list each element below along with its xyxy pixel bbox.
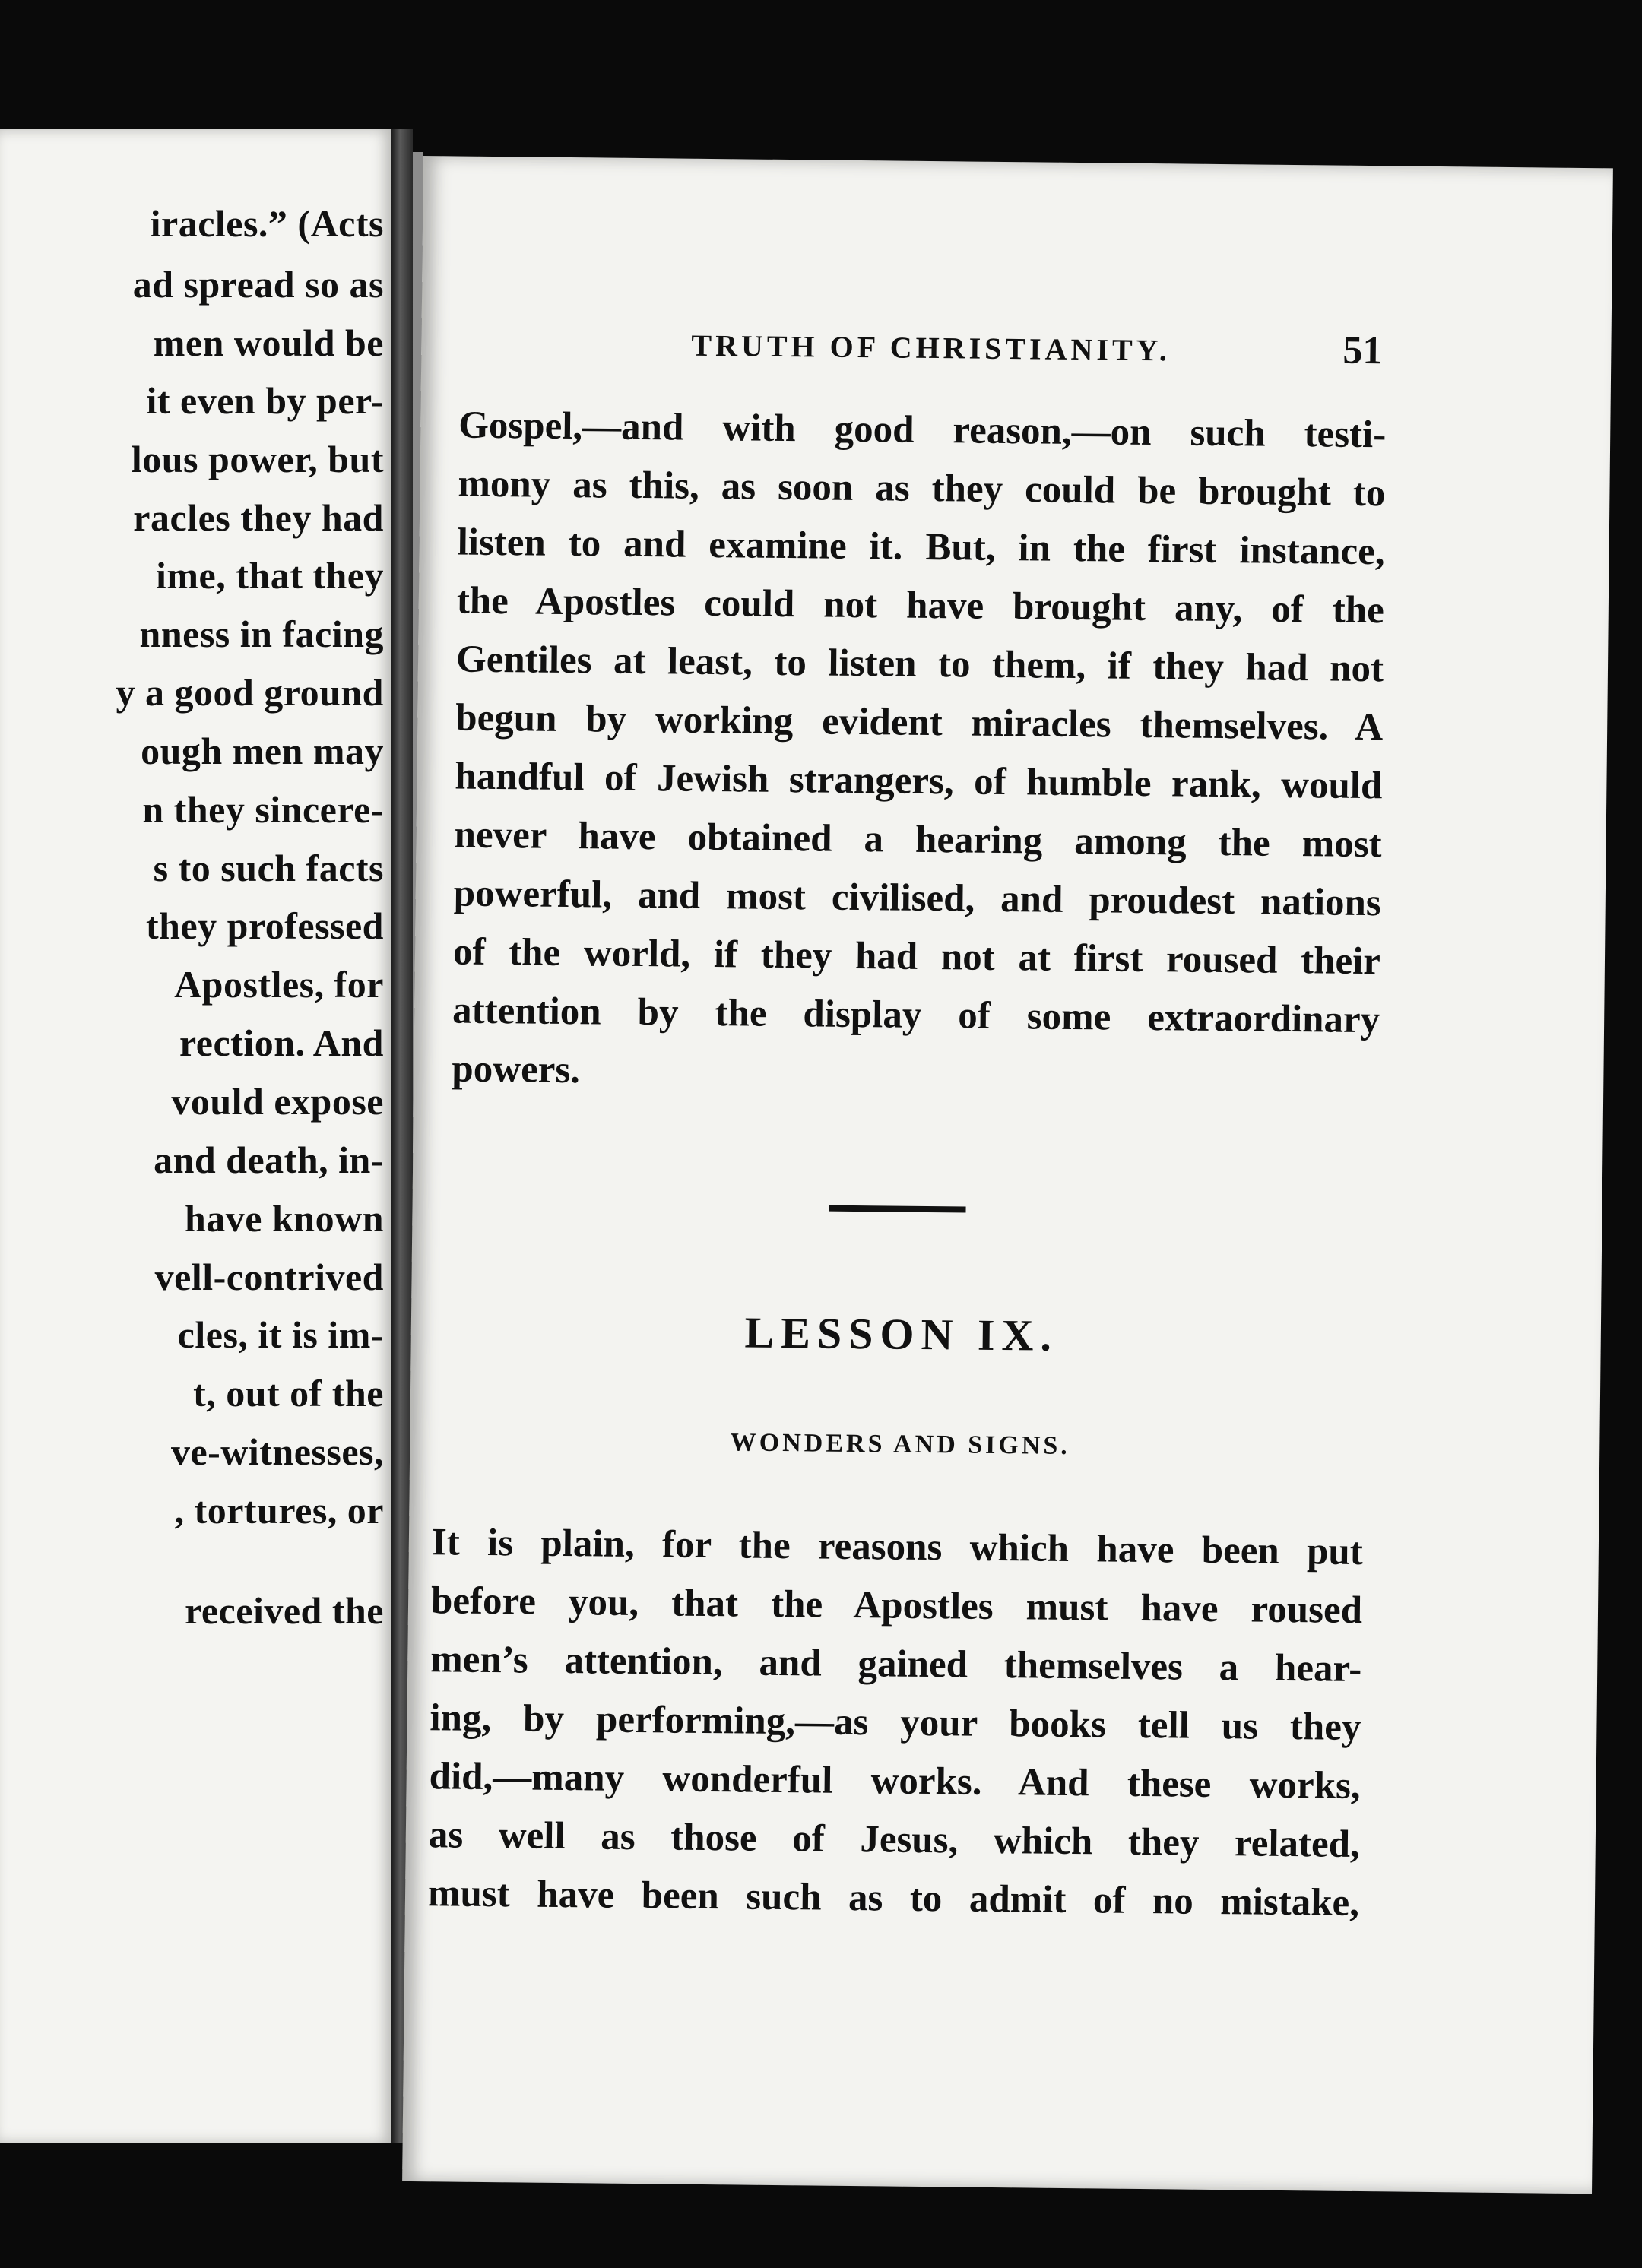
paragraph-2-line: must have been such as to admit of no mistake, [427, 1872, 1360, 1925]
paragraph-2-line: before you, that the Apostles must have roused [430, 1579, 1363, 1633]
lesson-title: LESSON IX. [744, 1307, 1059, 1360]
left-page-line: cles, it is im- [177, 1313, 384, 1356]
left-page-line: lous power, but [131, 438, 384, 480]
paragraph-1-line: of the world, if they had not at first roused their [452, 930, 1381, 984]
paragraph-1-line: attention by the display of some extraordinary [452, 989, 1380, 1042]
left-page-line: vould expose [171, 1080, 384, 1123]
left-page-line: racles they had [133, 496, 384, 539]
left-page [0, 129, 391, 2143]
paragraph-1-line: powerful, and most civilised, and proudest nations [453, 872, 1382, 925]
left-page-line: it even by per- [146, 379, 384, 422]
left-page-line: ve-witnesses, [170, 1430, 384, 1473]
paragraph-1-line: the Apostles could not have brought any, of the [456, 579, 1385, 632]
left-page-line: iracles.” (Acts [150, 202, 384, 245]
paragraph-2-line: as well as those of Jesus, which they related, [428, 1813, 1361, 1867]
left-page-line: t, out of the [193, 1372, 384, 1414]
section-rule [829, 1205, 965, 1213]
left-page-line: they professed [145, 904, 384, 947]
left-page-line: vell-contrived [154, 1256, 384, 1298]
paragraph-1-line: handful of Jewish strangers, of humble rank, would [455, 755, 1383, 808]
left-page-line: y a good ground [116, 671, 384, 714]
paragraph-2-line: did,—many wonderful works. And these works, [429, 1755, 1361, 1808]
paragraph-2-line: ing, by performing,—as your books tell us they [430, 1696, 1361, 1750]
left-page-line: n they sincere- [142, 788, 384, 831]
left-page-line: ough men may [141, 730, 384, 772]
running-head: TRUTH OF CHRISTIANITY. [691, 328, 1171, 368]
left-page-line: men would be [153, 322, 384, 364]
left-page-line: ime, that they [156, 554, 384, 597]
left-page-line: ad spread so as [132, 263, 384, 306]
left-page-line: s to such facts [153, 847, 384, 889]
page-number: 51 [1342, 328, 1383, 373]
paragraph-1-line: powers. [452, 1047, 581, 1092]
left-page-line: , tortures, or [174, 1489, 384, 1532]
left-page-line: nness in facing [139, 613, 384, 655]
paragraph-2-line: It is plain, for the reasons which have been put [431, 1521, 1364, 1574]
paragraph-1-line: begun by working evident miracles themselves. A [455, 696, 1384, 749]
right-page [402, 156, 1613, 2194]
lesson-subtitle: WONDERS AND SIGNS. [730, 1428, 1070, 1461]
left-page-line: and death, in- [154, 1139, 384, 1181]
left-page-line: received the [185, 1589, 384, 1632]
left-page-line: Apostles, for [174, 963, 384, 1006]
paragraph-1-line: Gentiles at least, to listen to them, if they had not [455, 638, 1384, 691]
paragraph-1-line: mony as this, as soon as they could be brought to [458, 462, 1386, 515]
paragraph-1-line: Gospel,—and with good reason,—on such testi- [458, 404, 1387, 457]
left-page-line: have known [184, 1197, 384, 1240]
paragraph-1-line: never have obtained a hearing among the most [454, 813, 1382, 866]
paragraph-1-line: listen to and examine it. But, in the first instance, [457, 521, 1385, 574]
paragraph-2-line: men’s attention, and gained themselves a hear- [430, 1638, 1362, 1691]
left-page-line: rection. And [179, 1022, 384, 1064]
